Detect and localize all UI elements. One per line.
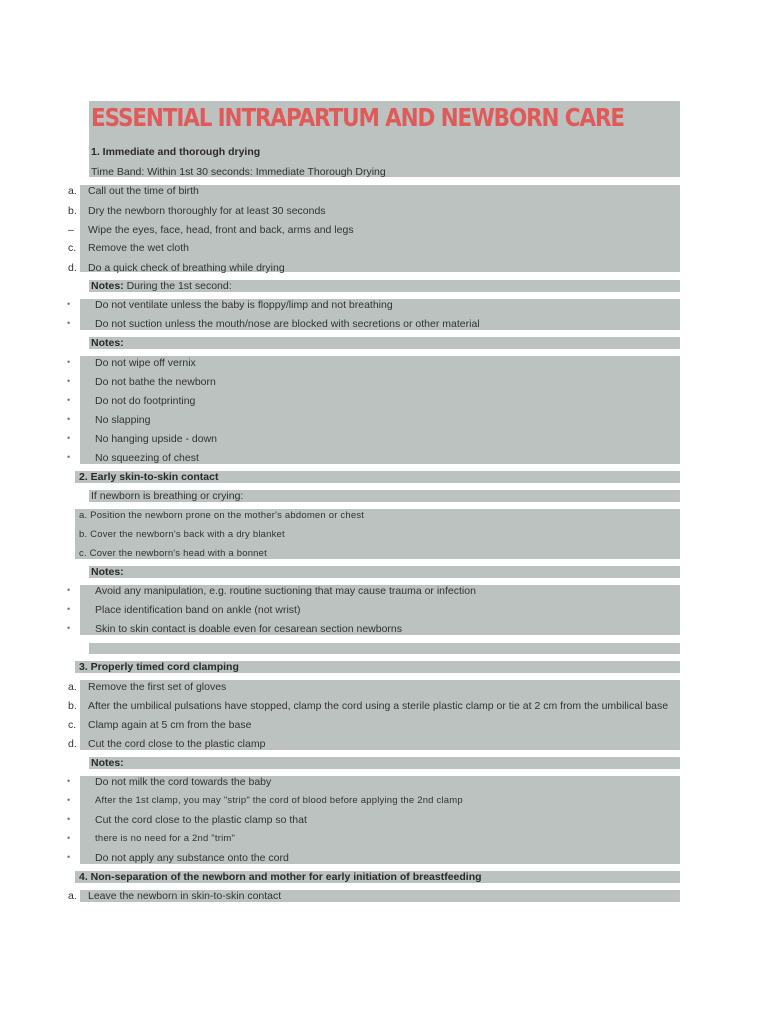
section1-time-band-row bbox=[0, 165, 768, 179]
notes-label: Notes: bbox=[91, 280, 124, 292]
list-item: a. Position the newborn prone on the mother's abdomen or chest bbox=[79, 510, 365, 521]
notes2-band bbox=[80, 356, 680, 464]
section2-heading-row bbox=[0, 470, 768, 484]
section2-heading: 2. Early skin-to-skin contact bbox=[79, 471, 219, 483]
section1-time-band: Time Band: Within 1st 30 seconds: Immediate Thorough Drying bbox=[91, 166, 386, 178]
list-item: d. Cut the cord close to the plastic clamp bbox=[68, 738, 266, 750]
list-item: • Skin to skin contact is doable even for cesarean section newborns bbox=[67, 623, 403, 635]
list-item: • Cut the cord close to the plastic clamp so that bbox=[67, 814, 307, 826]
list-item: • After the 1st clamp, you may "strip" the cord of blood before applying the 2nd clamp bbox=[67, 795, 463, 806]
notes-label: Notes: bbox=[91, 337, 124, 349]
section3-heading-row bbox=[0, 660, 768, 674]
notes-label: Notes: bbox=[91, 757, 124, 769]
list-item: • Do not suction unless the mouth/nose are blocked with secretions or other material bbox=[67, 318, 480, 330]
spacer-band bbox=[89, 643, 680, 654]
list-item: • No squeezing of chest bbox=[67, 452, 199, 464]
list-item: a. Remove the first set of gloves bbox=[68, 681, 227, 693]
list-item: • Avoid any manipulation, e.g. routine suctioning that may cause trauma or infection bbox=[67, 585, 476, 597]
list-item: • Do not milk the cord towards the baby bbox=[67, 776, 272, 788]
list-item: b. Cover the newborn's back with a dry blanket bbox=[79, 529, 285, 540]
notes2-label-row bbox=[0, 336, 768, 350]
section2-condition-row bbox=[0, 489, 768, 503]
list-item: • Do not wipe off vernix bbox=[67, 357, 196, 369]
section2-condition: If newborn is breathing or crying: bbox=[91, 490, 244, 502]
list-item: • Place identification band on ankle (not wrist) bbox=[67, 604, 301, 616]
list-item: d. Do a quick check of breathing while drying bbox=[68, 262, 285, 274]
page-title: ESSENTIAL INTRAPARTUM AND NEWBORN CARE bbox=[91, 103, 624, 132]
list-item: • Do not bathe the newborn bbox=[67, 376, 216, 388]
notes-label: Notes: bbox=[91, 566, 124, 578]
list-item: c. Cover the newborn's head with a bonnet bbox=[79, 548, 267, 559]
list-item: a. Leave the newborn in skin-to-skin contact bbox=[68, 890, 282, 902]
list-item: • there is no need for a 2nd "trim" bbox=[67, 833, 236, 844]
section4-heading: 4. Non-separation of the newborn and mother for early initiation of breastfeeding bbox=[79, 871, 482, 883]
section3-heading: 3. Properly timed cord clamping bbox=[79, 661, 239, 673]
list-item: • Do not ventilate unless the baby is floppy/limp and not breathing bbox=[67, 299, 393, 311]
section4-heading-row bbox=[0, 870, 768, 884]
notes1-label-row: Notes: During the 1st second: bbox=[91, 280, 232, 292]
section1-heading-row bbox=[0, 145, 768, 159]
section3-notes-label-row bbox=[0, 756, 768, 770]
list-item: b. After the umbilical pulsations have stopped, clamp the cord using a sterile plastic clamp or tie at 2 cm from the umbilical base bbox=[68, 700, 669, 712]
section1-heading: 1. Immediate and thorough drying bbox=[91, 146, 261, 158]
section2-notes-label-row bbox=[0, 565, 768, 579]
list-item: c. Clamp again at 5 cm from the base bbox=[68, 719, 252, 731]
list-item: a. Call out the time of birth bbox=[68, 185, 199, 197]
list-item: – Wipe the eyes, face, head, front and back, arms and legs bbox=[68, 224, 354, 236]
list-item: • Do not apply any substance onto the cord bbox=[67, 852, 289, 864]
list-item: • No hanging upside - down bbox=[67, 433, 218, 445]
list-item: • No slapping bbox=[67, 414, 151, 426]
list-item: b. Dry the newborn thoroughly for at least 30 seconds bbox=[68, 205, 326, 217]
list-item: c. Remove the wet cloth bbox=[68, 242, 189, 254]
list-item: • Do not do footprinting bbox=[67, 395, 196, 407]
